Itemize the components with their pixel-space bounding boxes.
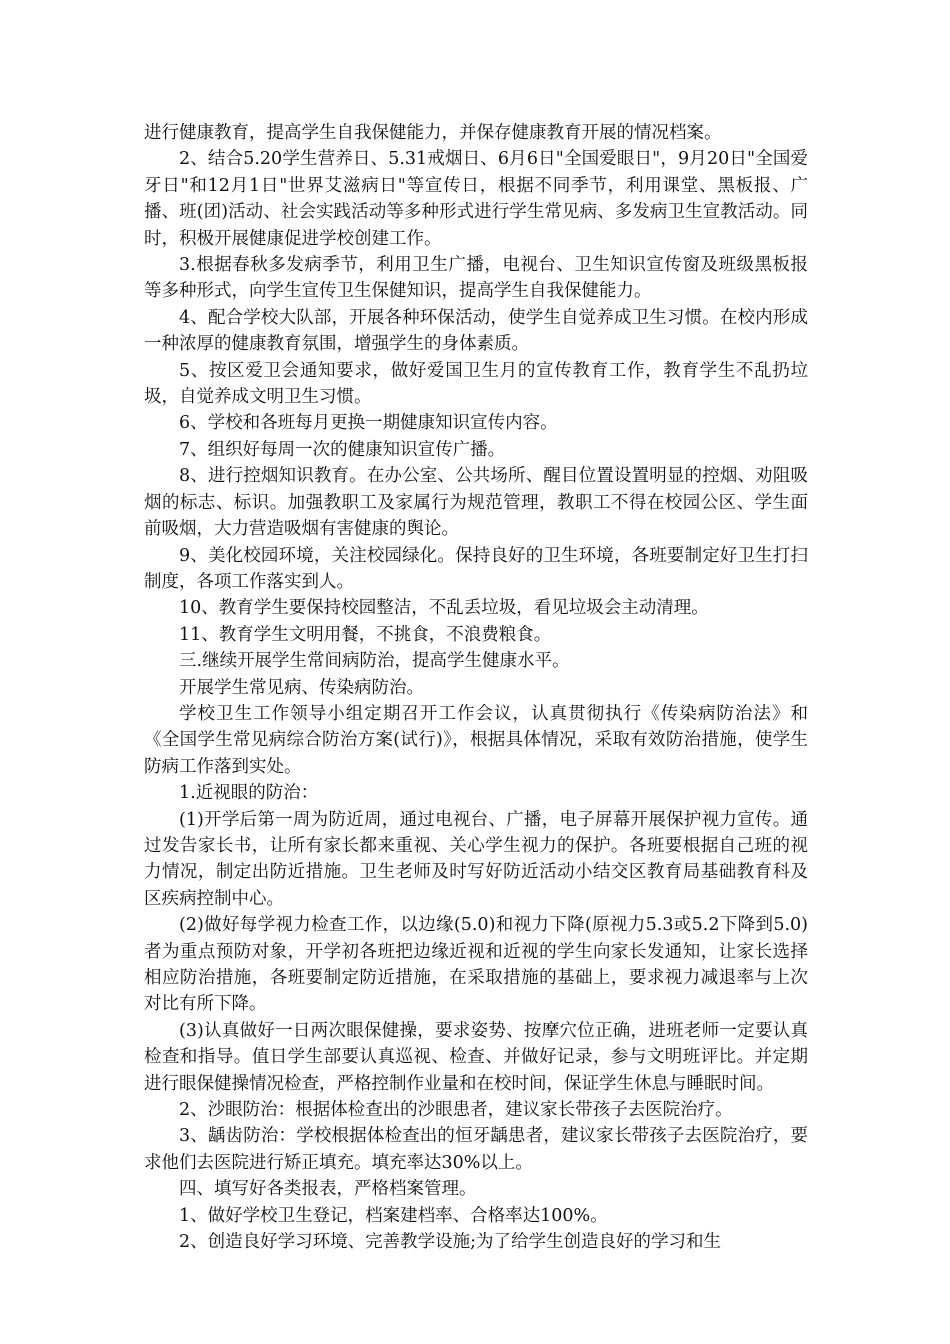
paragraph: 学校卫生工作领导小组定期召开工作会议，认真贯彻执行《传染病防治法》和《全国学生常见病综合防治方案(试行)》，根据具体情况，采取有效防治措施，使学生防病工作落到实处。: [144, 703, 808, 777]
paragraph: 7、组织好每周一次的健康知识宣传广播。: [179, 439, 506, 460]
paragraph: 3.根据春秋多发病季节，利用卫生广播，电视台、卫生知识宣传窗及班级黑板报等多种形式，向学生宣传卫生保健知识，提高学生自我保健能力。: [144, 255, 808, 302]
paragraph: 9、美化校园环境，关注校园绿化。保持良好的卫生环境，各班要制定好卫生打扫制度，各项工作落实到人。: [144, 545, 808, 592]
paragraph: 2、创造良好学习环境、完善教学设施;为了给学生创造良好的学习和生: [179, 1232, 722, 1253]
paragraph: 进行健康教育，提高学生自我保健能力，并保存健康教育开展的情况档案。: [144, 123, 722, 143]
paragraph: 8、进行控烟知识教育。在办公室、公共场所、醒目位置设置明显的控烟、劝阻吸烟的标志、标识。加强教职工及家属行为规范管理，教职工不得在校园公区、学生面前吸烟，大力营造吸烟有害健康的舆论。: [144, 466, 808, 540]
paragraph: (2)做好每学视力检查工作，以边缘(5.0)和视力下降(原视力5.3或5.2下降到5.0)者为重点预防对象，开学初各班把边缘近视和近视的学生向家长发通知，让家长选择相应防治措施，各班要制定防近措施，在采取措施的基础上，要求视力减退率与上次对比有所下降。: [144, 915, 808, 1015]
paragraph: 3、龋齿防治：学校根据体检查出的恒牙龋患者，建议家长带孩子去医院治疗，要求他们去医院进行矫正填充。填充率达30%以上。: [144, 1126, 808, 1173]
paragraph: 2、沙眼防治：根据体检查出的沙眼患者，建议家长带孩子去医院治疗。: [179, 1100, 733, 1121]
section-heading: 三.继续开展学生常间病防治，提高学生健康水平。: [179, 651, 570, 672]
paragraph: 10、教育学生要保持校园整洁，不乱丢垃圾，看见垃圾会主动清理。: [179, 598, 709, 619]
document-page: [144, 120, 808, 1255]
paragraph: 11、教育学生文明用餐，不挑食，不浪费粮食。: [179, 624, 552, 645]
paragraph: 2、结合5.20学生营养日、5.31戒烟日、6月6日"全国爱眼日"，9月20日"全国爱牙日"和12月1日"世界艾滋病日"等宣传日，根据不同季节，利用课堂、黑板报、广播、班(团)活动、社会实践活动等多种形式进行学生常见病、多发病卫生宣教活动。同时，积极开展健康促进学校创建工作。: [144, 149, 808, 249]
paragraph: (1)开学后第一周为防近周，通过电视台、广播，电子屏幕开展保护视力宣传。通过发告家长书，让所有家长都来重视、关心学生视力的保护。各班要根据自己班的视力情况，制定出防近措施。卫生老师及时写好防近活动小结交区教育局基础教育科及区疾病控制中心。: [144, 809, 808, 909]
paragraph: (3)认真做好一日两次眼保健操，要求姿势、按摩穴位正确，进班老师一定要认真检查和指导。值日学生部要认真巡视、检查、并做好记录，参与文明班评比。并定期进行眼保健操情况检查，严格控制作业量和在校时间，保证学生休息与睡眠时间。: [144, 1020, 808, 1094]
section-heading: 四、填写好各类报表，严格档案管理。: [179, 1179, 477, 1200]
paragraph: 1、做好学校卫生登记，档案建档率、合格率达100%。: [179, 1205, 608, 1226]
paragraph: 6、学校和各班每月更换一期健康知识宣传内容。: [179, 413, 558, 434]
paragraph: 开展学生常见病、传染病防治。: [179, 677, 424, 698]
subsection-heading: 1.近视眼的防治：: [179, 783, 319, 804]
paragraph: 5、按区爱卫会通知要求，做好爱国卫生月的宣传教育工作，教育学生不乱扔垃圾，自觉养成文明卫生习惯。: [144, 360, 808, 408]
paragraph: 4、配合学校大队部，开展各种环保活动，使学生自觉养成卫生习惯。在校内形成一种浓厚的健康教育氛围，增强学生的身体素质。: [144, 307, 808, 355]
